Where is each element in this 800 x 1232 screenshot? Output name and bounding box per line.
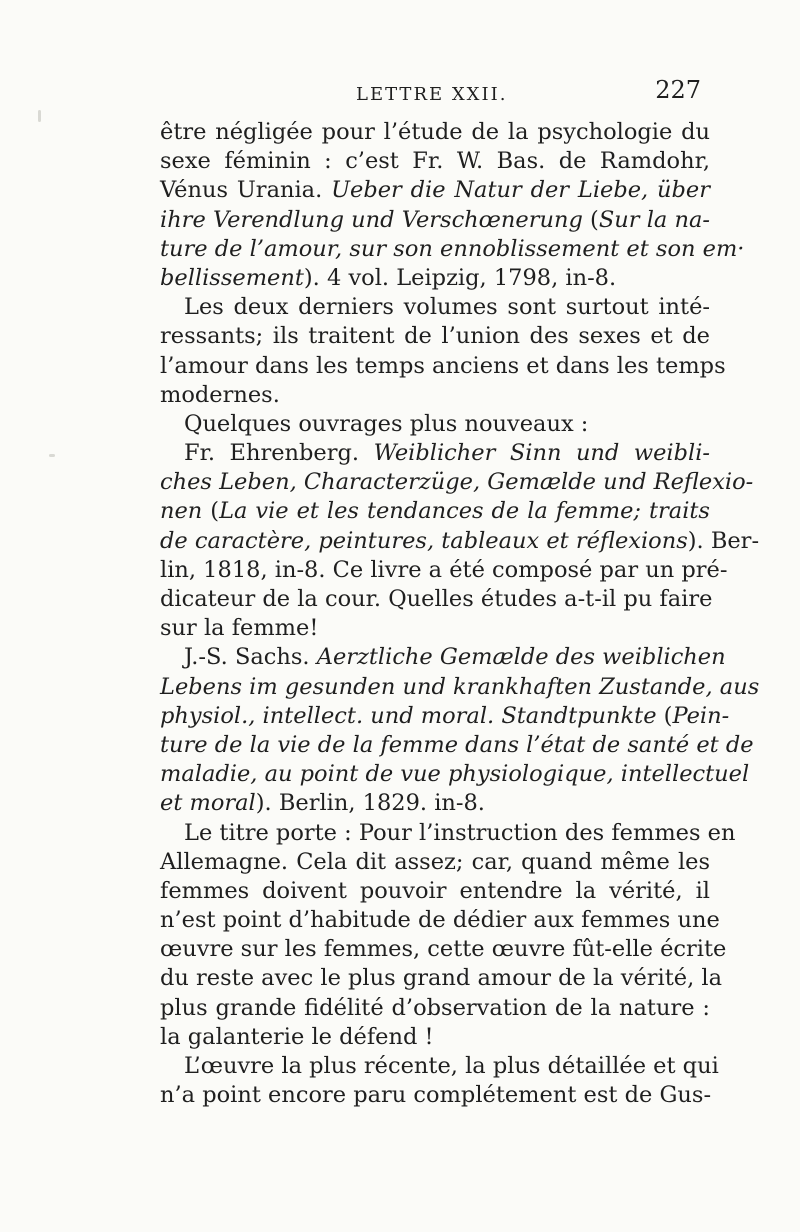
text-segment: Fr. Ehrenberg. <box>184 440 374 467</box>
text-segment: ). Berlin, 1829. in-8. <box>255 790 485 817</box>
italic-segment: Aerztliche Gemælde des weiblichen <box>316 644 726 671</box>
text-line <box>160 527 760 556</box>
italic-segment: ihre Verendlung und Verschœnerung <box>160 206 583 233</box>
text-line <box>160 322 710 351</box>
text-line <box>160 906 720 935</box>
text-segment: œuvre sur les femmes, cette œuvre fût-elle écrite <box>160 936 727 963</box>
italic-segment: Lebens im gesunden und krankhaften Zustande, aus <box>160 673 760 700</box>
text-line <box>160 293 710 322</box>
text-line <box>160 118 710 147</box>
italic-segment: maladie, au point de vue physiologique, intellectuel <box>160 761 750 788</box>
text-segment: être négligée pour l’étude de la psychologie du <box>160 119 710 145</box>
text-line <box>160 1023 710 1052</box>
text-segment: J.-S. Sachs. <box>184 644 317 671</box>
italic-segment: Ueber die Natur der Liebe, über <box>331 177 710 204</box>
text-line <box>160 352 726 381</box>
italic-segment: physiol., intellect. und moral. Standtpunkte <box>160 702 657 729</box>
running-head <box>160 76 705 110</box>
running-title: LETTRE XXII. <box>356 84 508 105</box>
text-line <box>160 731 754 760</box>
text-segment: du reste avec le plus grand amour de la vérité, la <box>160 965 723 992</box>
text-line <box>160 789 710 818</box>
paper-speck <box>49 454 55 457</box>
text-line <box>160 147 710 176</box>
text-segment: ( <box>582 206 599 233</box>
text-line <box>160 877 710 906</box>
text-line <box>160 760 750 789</box>
text-segment: femmes doivent pouvoir entendre la vérité, il <box>160 877 710 904</box>
text-line <box>160 468 754 497</box>
text-segment: L’œuvre la plus récente, la plus détaillée et qui <box>184 1053 719 1079</box>
text-segment: ( <box>202 498 220 525</box>
page-number: 227 <box>655 76 701 104</box>
italic-segment: nen <box>160 498 203 525</box>
text-line <box>160 556 728 585</box>
text-line <box>160 994 710 1023</box>
text-segment: Vénus Urania. <box>160 177 332 204</box>
text-segment: sexe féminin : c’est Fr. W. Bas. de Ramdohr, <box>160 148 710 175</box>
text-line <box>160 206 710 235</box>
italic-segment: de caractère, peintures, tableaux et réflexions <box>160 527 688 554</box>
italic-segment: ture de la vie de la femme dans l’état de santé et de <box>160 731 754 758</box>
text-segment: ( <box>656 702 673 729</box>
text-line <box>160 935 727 964</box>
text-line <box>160 176 710 205</box>
text-segment: ). 4 vol. Leipzig, 1798, in-8. <box>303 264 617 291</box>
italic-segment: La vie et les tendances de la femme; traits <box>219 498 710 525</box>
italic-segment: et moral <box>160 790 256 817</box>
italic-segment: Weiblicher Sinn und weibli- <box>373 440 711 467</box>
italic-segment: ches Leben, Characterzüge, Gemælde und Reflexio- <box>160 469 754 496</box>
text-line <box>160 439 710 468</box>
text-segment: Le titre porte : Pour l’instruction des femmes en <box>184 819 736 846</box>
text-line <box>160 819 736 848</box>
text-segment: dicateur de la cour. Quelles études a-t-il pu faire <box>160 586 713 612</box>
text-segment: la galanterie le défend ! <box>160 1023 434 1050</box>
text-line <box>160 1081 710 1110</box>
text-segment: sur la femme! <box>160 615 319 642</box>
text-line <box>160 497 710 526</box>
text-line <box>160 410 710 439</box>
italic-segment: Pein- <box>672 702 730 729</box>
text-line <box>160 614 710 643</box>
text-segment: lin, 1818, in-8. Ce livre a été composé par un pré- <box>160 556 728 583</box>
body-text <box>160 118 760 1110</box>
italic-segment: ture de l’amour, sur son ennoblissement et son em· <box>160 235 745 262</box>
text-line <box>160 381 710 410</box>
text-segment: ). Ber- <box>687 527 760 554</box>
text-segment: Quelques ouvrages plus nouveaux : <box>184 410 589 437</box>
text-line <box>160 643 726 672</box>
text-line <box>160 585 713 614</box>
text-line <box>160 702 730 731</box>
text-line <box>160 235 745 264</box>
text-segment: l’amour dans les temps anciens et dans les temps <box>160 352 726 379</box>
text-segment: n’est point d’habitude de dédier aux femmes une <box>160 907 720 934</box>
italic-segment: Sur la na- <box>598 206 711 233</box>
italic-segment: bellissement <box>160 264 304 291</box>
text-segment: Allemagne. Cela dit assez; car, quand même les <box>160 848 710 875</box>
text-segment: n’a point encore paru complétement est de Gus- <box>160 1082 712 1109</box>
text-line <box>160 264 710 293</box>
text-line <box>160 848 710 877</box>
text-segment: Les deux derniers volumes sont surtout inté- <box>184 294 710 321</box>
text-line <box>160 1052 719 1081</box>
text-segment: plus grande fidélité d’observation de la nature : <box>160 994 710 1021</box>
text-line <box>160 673 760 702</box>
paper-speck <box>38 110 41 122</box>
text-segment: ressants; ils traitent de l’union des sexes et de <box>160 323 710 350</box>
text-segment: modernes. <box>160 381 280 408</box>
text-line <box>160 964 723 993</box>
